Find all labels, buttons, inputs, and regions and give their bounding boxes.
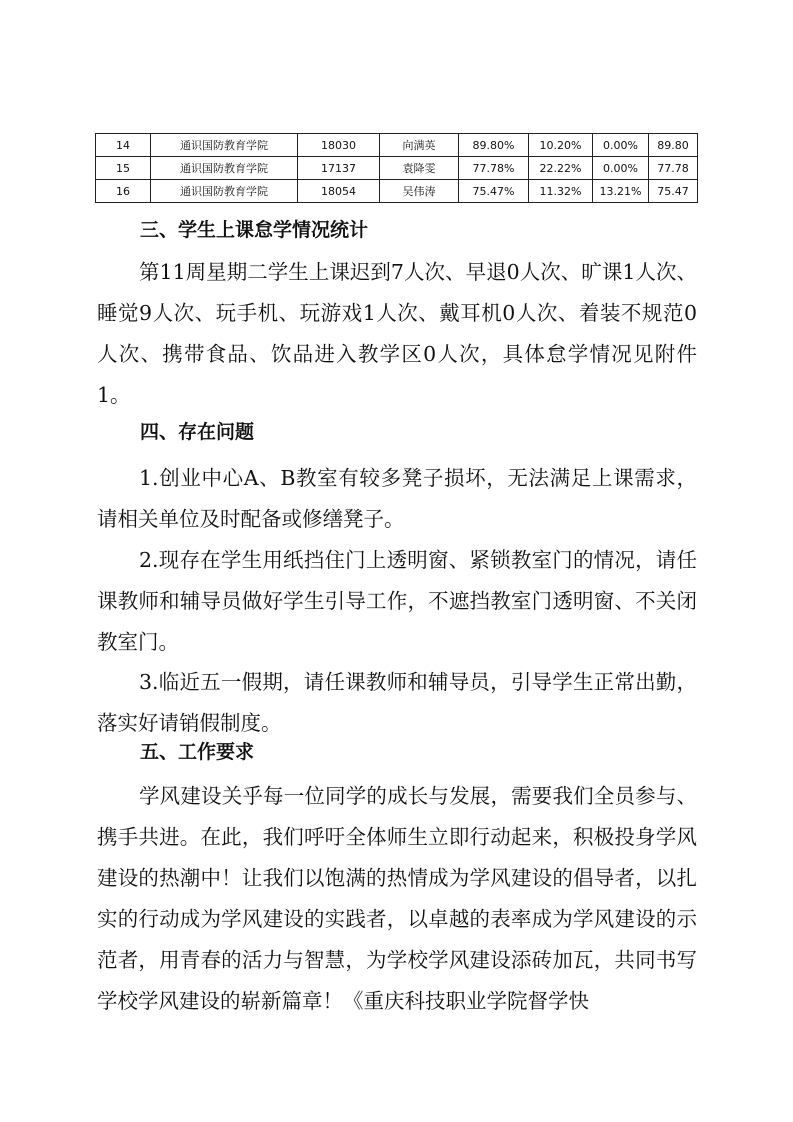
section-heading-requirements: 五、工作要求 bbox=[140, 741, 255, 763]
table-cell-teacher: 袁降雯 bbox=[380, 157, 459, 180]
table-cell-rate-2: 11.32% bbox=[529, 180, 593, 203]
table-cell-college: 通识国防教育学院 bbox=[151, 157, 298, 180]
requirements-paragraph: 学风建设关乎每一位同学的成长与发展，需要我们全员参与、携手共进。在此，我们呼吁全体师生立即行动起来，积极投身学风建设的热潮中！让我们以饱满的热情成为学风建设的倡导者，以扎实的行动成为学风建设的实践者，以卓越的表率成为学风建设的示范者，用青春的活力与智慧，为学校学风建设添砖加瓦，共同书写学校学风建设的崭新篇章！《重庆科技职业学院督学快 bbox=[97, 784, 697, 1013]
table-cell-teacher: 向满英 bbox=[380, 134, 459, 157]
table-cell-class: 17137 bbox=[298, 157, 380, 180]
table-cell-score: 77.78 bbox=[649, 157, 698, 180]
table-cell-index: 14 bbox=[96, 134, 151, 157]
table-cell-rate-1: 75.47% bbox=[459, 180, 529, 203]
table-cell-score: 75.47 bbox=[649, 180, 698, 203]
attendance-table bbox=[95, 133, 698, 203]
table-row bbox=[96, 157, 698, 180]
table-cell-rate-1: 89.80% bbox=[459, 134, 529, 157]
table-cell-college: 通识国防教育学院 bbox=[151, 134, 298, 157]
table-cell-score: 89.80 bbox=[649, 134, 698, 157]
issue-item-3: 3.临近五一假期，请任课教师和辅导员，引导学生正常出勤，落实好请销假制度。 bbox=[97, 670, 697, 735]
table-cell-rate-3: 13.21% bbox=[593, 180, 649, 203]
class-attendance-paragraph: 第11周星期二学生上课迟到7人次、早退0人次、旷课1人次、睡觉9人次、玩手机、玩游戏1人次、戴耳机0人次、着装不规范0人次、携带食品、饮品进入教学区0人次，具体怠学情况见附件1。 bbox=[97, 260, 697, 407]
issue-item-1: 1.创业中心A、B教室有较多凳子损坏，无法满足上课需求，请相关单位及时配备或修缮凳子。 bbox=[97, 466, 697, 531]
table-cell-college: 通识国防教育学院 bbox=[151, 180, 298, 203]
section-heading-class-attendance: 三、学生上课怠学情况统计 bbox=[140, 219, 369, 241]
table-row bbox=[96, 134, 698, 157]
table-row bbox=[96, 180, 698, 203]
table-cell-rate-3: 0.00% bbox=[593, 134, 649, 157]
table-cell-class: 18054 bbox=[298, 180, 380, 203]
table-cell-teacher: 吴伟涛 bbox=[380, 180, 459, 203]
table-cell-index: 16 bbox=[96, 180, 151, 203]
table-cell-class: 18030 bbox=[298, 134, 380, 157]
table-cell-rate-3: 0.00% bbox=[593, 157, 649, 180]
issue-item-2: 2.现存在学生用纸挡住门上透明窗、紧锁教室门的情况，请任课教师和辅导员做好学生引导工作，不遮挡教室门透明窗、不关闭教室门。 bbox=[97, 548, 697, 654]
section-heading-issues: 四、存在问题 bbox=[140, 421, 255, 443]
table-cell-rate-1: 77.78% bbox=[459, 157, 529, 180]
table-cell-index: 15 bbox=[96, 157, 151, 180]
table-cell-rate-2: 22.22% bbox=[529, 157, 593, 180]
table-cell-rate-2: 10.20% bbox=[529, 134, 593, 157]
